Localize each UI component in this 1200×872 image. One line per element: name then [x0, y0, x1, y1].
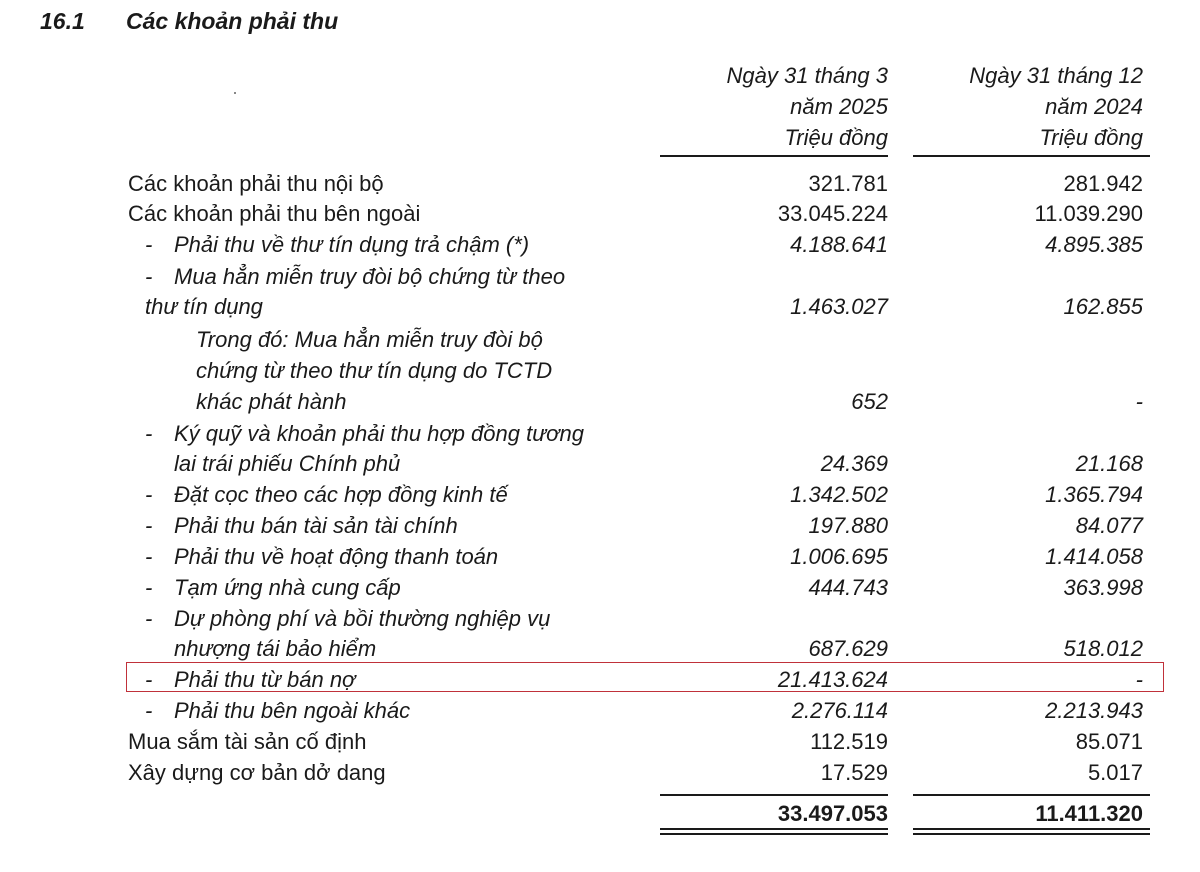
column-year: năm 2025 — [790, 94, 888, 119]
bullet-dash: - — [145, 667, 153, 692]
total-2025: 33.497.053 — [777, 801, 888, 826]
column-header-2025 — [658, 60, 888, 153]
value-2025: 112.519 — [810, 729, 888, 754]
value-2025: 24.369 — [820, 451, 888, 476]
value-2024: 85.071 — [1075, 729, 1143, 754]
scan-speck — [234, 92, 236, 94]
value-2025: 21.413.624 — [777, 667, 888, 692]
value-2024: - — [1135, 667, 1143, 692]
row-label-line2: chứng từ theo thư tín dụng do TCTD — [196, 358, 553, 383]
column-date: Ngày 31 tháng 12 — [969, 63, 1143, 88]
value-2025: 1.342.502 — [790, 482, 888, 507]
value-2025: 687.629 — [808, 636, 888, 661]
row-label: Các khoản phải thu bên ngoài — [128, 201, 421, 226]
value-2024: 2.213.943 — [1045, 698, 1143, 723]
value-2025: 197.880 — [808, 513, 888, 538]
bullet-dash: - — [145, 606, 153, 631]
row-label: Phải thu về thư tín dụng trả chậm (*) — [174, 232, 530, 257]
row-label: Phải thu từ bán nợ — [174, 667, 356, 692]
row-label: Tạm ứng nhà cung cấp — [174, 575, 401, 600]
value-2025: 321.781 — [808, 171, 888, 196]
total-2024: 11.411.320 — [1035, 801, 1143, 826]
column-year: năm 2024 — [1045, 94, 1143, 119]
row-label: Phải thu bán tài sản tài chính — [174, 513, 458, 538]
row-label: Phải thu về hoạt động thanh toán — [174, 544, 499, 569]
row-label-line1: Ký quỹ và khoản phải thu hợp đồng tương — [174, 421, 584, 446]
header-underline-1 — [660, 155, 888, 157]
value-2024: - — [1135, 389, 1143, 414]
section-number: 16.1 — [40, 8, 85, 34]
row-label-line2: thư tín dụng — [145, 294, 263, 319]
value-2025: 1.006.695 — [790, 544, 888, 569]
column-header-2024 — [913, 60, 1143, 153]
row-label: Xây dựng cơ bản dở dang — [128, 760, 386, 785]
row-label-line1: Trong đó: Mua hẳn miễn truy đòi bộ — [196, 327, 543, 352]
header-underline-2 — [913, 155, 1150, 157]
row-label-line2: lai trái phiếu Chính phủ — [174, 451, 401, 476]
value-2024: 281.942 — [1063, 171, 1143, 196]
total-underline-2a — [913, 828, 1150, 830]
row-label: Các khoản phải thu nội bộ — [128, 171, 384, 196]
value-2024: 5.017 — [1087, 760, 1143, 785]
value-2025: 2.276.114 — [791, 698, 888, 723]
column-unit: Triệu đồng — [784, 125, 888, 150]
value-2024: 84.077 — [1075, 513, 1143, 538]
value-2024: 1.414.058 — [1045, 544, 1143, 569]
value-2024: 11.039.290 — [1034, 201, 1143, 226]
row-label-line3: khác phát hành — [196, 389, 347, 414]
value-2024: 363.998 — [1063, 575, 1143, 600]
bullet-dash: - — [145, 575, 153, 600]
bullet-dash: - — [145, 232, 153, 257]
total-underline-2b — [913, 833, 1150, 835]
value-2024: 162.855 — [1063, 294, 1143, 319]
value-2025: 33.045.224 — [777, 201, 888, 226]
row-label-line1: Mua hẳn miễn truy đòi bộ chứng từ theo — [174, 264, 566, 289]
column-unit: Triệu đồng — [1039, 125, 1143, 150]
value-2024: 4.895.385 — [1045, 232, 1143, 257]
value-2024: 518.012 — [1063, 636, 1143, 661]
value-2024: 1.365.794 — [1045, 482, 1143, 507]
bullet-dash: - — [145, 698, 153, 723]
value-2025: 444.743 — [808, 575, 888, 600]
total-underline-1a — [660, 828, 888, 830]
row-label-line2: nhượng tái bảo hiểm — [174, 636, 377, 661]
total-underline-1b — [660, 833, 888, 835]
bullet-dash: - — [145, 421, 153, 446]
bullet-dash: - — [145, 264, 153, 289]
bullet-dash: - — [145, 513, 153, 538]
value-2025: 652 — [851, 389, 888, 414]
row-label-line1: Dự phòng phí và bồi thường nghiệp vụ — [174, 606, 551, 631]
section-title: Các khoản phải thu — [126, 8, 339, 34]
value-2024: 21.168 — [1075, 451, 1143, 476]
bullet-dash: - — [145, 482, 153, 507]
value-2025: 17.529 — [820, 760, 888, 785]
row-label: Mua sắm tài sản cố định — [128, 729, 367, 754]
row-label: Phải thu bên ngoài khác — [174, 698, 411, 723]
total-topline-2 — [913, 794, 1150, 796]
column-date: Ngày 31 tháng 3 — [726, 63, 888, 88]
value-2025: 1.463.027 — [790, 294, 888, 319]
bullet-dash: - — [145, 544, 153, 569]
total-topline-1 — [660, 794, 888, 796]
row-label: Đặt cọc theo các hợp đồng kinh tế — [174, 482, 508, 507]
value-2025: 4.188.641 — [790, 232, 888, 257]
